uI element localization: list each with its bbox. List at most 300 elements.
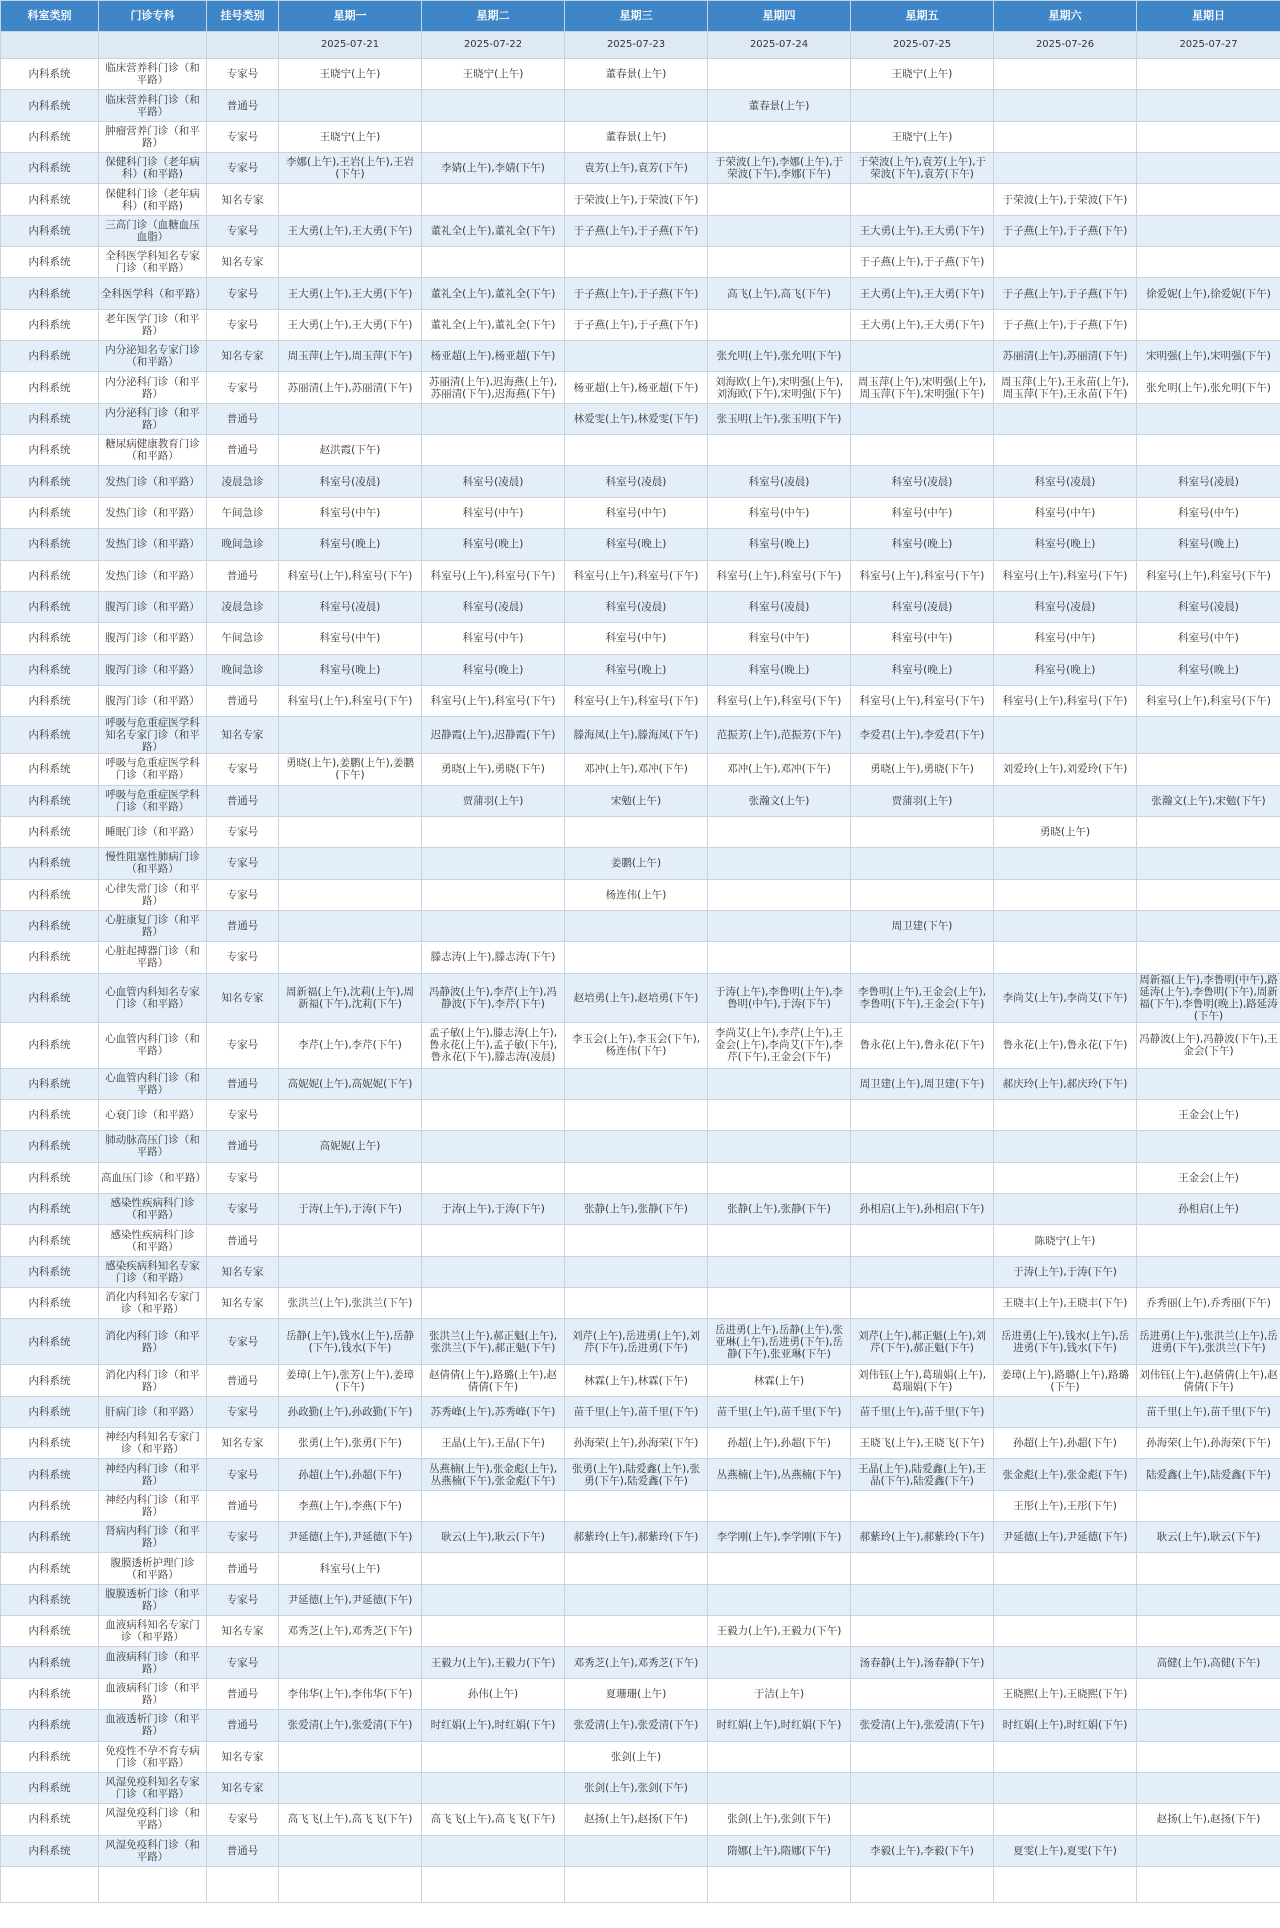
fri-slot: 王大勇(上午),王大勇(下午) [851, 215, 994, 246]
mon-slot [279, 1772, 422, 1803]
clinic-name: 肺动脉高压门诊（和平路） [99, 1131, 207, 1162]
wed-slot [565, 1616, 708, 1647]
tue-slot [422, 1099, 565, 1130]
tue-slot: 苏秀峰(上午),苏秀峰(下午) [422, 1396, 565, 1427]
sun-slot [1137, 90, 1280, 121]
sat-slot: 尹延德(上午),尹延德(下午) [994, 1522, 1137, 1553]
tue-slot: 迟静霞(上午),迟静霞(下午) [422, 717, 565, 754]
mon-slot: 李娜(上午),王岩(上午),王岩(下午) [279, 153, 422, 184]
schedule-body [1, 59, 1280, 1903]
sun-slot [1137, 1584, 1280, 1615]
tue-slot: 贾蒲羽(上午) [422, 785, 565, 816]
fri-slot [851, 848, 994, 879]
clinic-name: 神经内科门诊（和平路） [99, 1459, 207, 1490]
registration-type: 普通号 [207, 1365, 279, 1396]
registration-type: 专家号 [207, 816, 279, 847]
tue-slot [422, 1068, 565, 1099]
dept-category: 内科系统 [1, 278, 99, 309]
wed-slot: 李玉会(上午),李玉会(下午),杨连伟(下午) [565, 1022, 708, 1068]
wed-slot: 张勇(上午),陆爱鑫(上午),张勇(下午),陆爱鑫(下午) [565, 1459, 708, 1490]
clinic-name: 全科医学科（和平路） [99, 278, 207, 309]
mon-slot: 苏丽清(上午),苏丽清(下午) [279, 372, 422, 403]
clinic-name: 发热门诊（和平路） [99, 466, 207, 497]
dept-category: 内科系统 [1, 1319, 99, 1365]
sat-slot [994, 1647, 1137, 1678]
clinic-name: 呼吸与危重症医学科知名专家门诊（和平路） [99, 717, 207, 754]
wed-slot: 科室号(凌晨) [565, 591, 708, 622]
thu-slot: 科室号(凌晨) [708, 466, 851, 497]
wed-slot: 科室号(上午),科室号(下午) [565, 685, 708, 716]
mon-slot: 科室号(凌晨) [279, 591, 422, 622]
thu-slot: 李学刚(上午),李学刚(下午) [708, 1522, 851, 1553]
thu-slot: 范振芳(上午),范振芳(下午) [708, 717, 851, 754]
wed-slot [565, 1162, 708, 1193]
table-row [1, 591, 1280, 622]
sun-slot [1137, 848, 1280, 879]
wed-slot [565, 1099, 708, 1130]
mon-slot: 孙政勤(上午),孙政勤(下午) [279, 1396, 422, 1427]
clinic-name: 心脏起搏器门诊（和平路） [99, 942, 207, 973]
table-row [1, 278, 1280, 309]
thu-slot [708, 1162, 851, 1193]
registration-type: 普通号 [207, 1835, 279, 1866]
registration-type: 午间急诊 [207, 497, 279, 528]
wed-slot: 袁芳(上午),袁芳(下午) [565, 153, 708, 184]
tue-slot [422, 184, 565, 215]
wed-slot: 张剑(上午) [565, 1741, 708, 1772]
mon-slot: 科室号(上午),科室号(下午) [279, 560, 422, 591]
date-cell: 2025-07-22 [422, 32, 565, 59]
thu-slot [708, 1288, 851, 1319]
sun-slot: 王金会(上午) [1137, 1099, 1280, 1130]
dept-category: 内科系统 [1, 654, 99, 685]
registration-type: 午间急诊 [207, 623, 279, 654]
dept-category: 内科系统 [1, 717, 99, 754]
thu-slot: 董春景(上午) [708, 90, 851, 121]
sat-slot: 刘爱玲(上午),刘爱玲(下午) [994, 754, 1137, 785]
table-row [1, 910, 1280, 941]
clinic-name: 风湿免疫科知名专家门诊（和平路） [99, 1772, 207, 1803]
sat-slot: 科室号(晚上) [994, 529, 1137, 560]
dept-category: 内科系统 [1, 1584, 99, 1615]
tue-slot [422, 90, 565, 121]
date-cell-blank [207, 32, 279, 59]
tue-slot: 王毅力(上午),王毅力(下午) [422, 1647, 565, 1678]
sun-slot [1137, 1616, 1280, 1647]
fri-slot: 刘芹(上午),郝正魁(上午),刘芹(下午),郝正魁(下午) [851, 1319, 994, 1365]
fri-slot: 王晓飞(上午),王晓飞(下午) [851, 1428, 994, 1459]
column-header: 星期二 [422, 1, 565, 32]
fri-slot [851, 1288, 994, 1319]
column-header: 挂号类别 [207, 1, 279, 32]
fri-slot [851, 1162, 994, 1193]
sun-slot [1137, 215, 1280, 246]
clinic-name: 内分泌知名专家门诊（和平路） [99, 341, 207, 372]
registration-type: 专家号 [207, 1804, 279, 1835]
dept-category: 内科系统 [1, 754, 99, 785]
tue-slot: 杨亚超(上午),杨亚超(下午) [422, 341, 565, 372]
thu-slot: 张玉明(上午),张玉明(下午) [708, 403, 851, 434]
fri-slot [851, 1225, 994, 1256]
registration-type: 凌晨急诊 [207, 466, 279, 497]
sun-slot: 苗千里(上午),苗千里(下午) [1137, 1396, 1280, 1427]
dept-category: 内科系统 [1, 309, 99, 340]
tue-slot: 董礼全(上午),董礼全(下午) [422, 278, 565, 309]
wed-slot: 刘芹(上午),岳进勇(上午),刘芹(下午),岳进勇(下午) [565, 1319, 708, 1365]
wed-slot: 科室号(中午) [565, 497, 708, 528]
mon-slot: 王晓宁(上午) [279, 59, 422, 90]
table-row [1, 1835, 1280, 1866]
sun-slot: 孙海荣(上午),孙海荣(下午) [1137, 1428, 1280, 1459]
thu-slot: 丛燕楠(上午),丛燕楠(下午) [708, 1459, 851, 1490]
sat-slot: 鲁永花(上午),鲁永花(下午) [994, 1022, 1137, 1068]
table-row [1, 184, 1280, 215]
thu-slot [708, 1068, 851, 1099]
dept-category: 内科系统 [1, 591, 99, 622]
fri-slot [851, 816, 994, 847]
thu-slot [708, 910, 851, 941]
thu-slot [708, 942, 851, 973]
tue-slot [422, 1490, 565, 1521]
wed-slot: 杨亚超(上午),杨亚超(下午) [565, 372, 708, 403]
fri-slot: 王晓宁(上午) [851, 121, 994, 152]
sat-slot [994, 1741, 1137, 1772]
mon-slot: 张洪兰(上午),张洪兰(下午) [279, 1288, 422, 1319]
wed-slot: 林爱雯(上午),林爱雯(下午) [565, 403, 708, 434]
table-row [1, 529, 1280, 560]
sun-slot: 张允明(上午),张允明(下午) [1137, 372, 1280, 403]
sun-slot: 乔秀丽(上午),乔秀丽(下午) [1137, 1288, 1280, 1319]
sat-slot [994, 942, 1137, 973]
wed-slot: 科室号(中午) [565, 623, 708, 654]
fri-slot [851, 1616, 994, 1647]
wed-slot: 张剑(上午),张剑(下午) [565, 1772, 708, 1803]
clinic-name: 三高门诊（血糖血压血脂） [99, 215, 207, 246]
registration-type: 专家号 [207, 1194, 279, 1225]
registration-type: 专家号 [207, 1162, 279, 1193]
wed-slot [565, 1490, 708, 1521]
fri-slot: 于荣波(上午),袁芳(上午),于荣波(下午),袁芳(下午) [851, 153, 994, 184]
clinic-name: 风湿免疫科门诊（和平路） [99, 1804, 207, 1835]
fri-slot: 李爱君(上午),李爱君(下午) [851, 717, 994, 754]
sat-slot: 时红娟(上午),时红娟(下午) [994, 1710, 1137, 1741]
column-header: 星期六 [994, 1, 1137, 32]
dept-category: 内科系统 [1, 1256, 99, 1287]
sat-slot [994, 435, 1137, 466]
sun-slot: 高健(上午),高健(下午) [1137, 1647, 1280, 1678]
tue-slot: 孙伟(上午) [422, 1678, 565, 1709]
dept-category: 内科系统 [1, 497, 99, 528]
thu-slot: 张瀚文(上午) [708, 785, 851, 816]
thu-slot: 苗千里(上午),苗千里(下午) [708, 1396, 851, 1427]
fri-slot [851, 1256, 994, 1287]
dept-category: 内科系统 [1, 1553, 99, 1584]
table-row [1, 717, 1280, 754]
registration-type: 晚间急诊 [207, 529, 279, 560]
dept-category: 内科系统 [1, 1490, 99, 1521]
tue-slot: 丛燕楠(上午),张金彪(上午),丛燕楠(下午),张金彪(下午) [422, 1459, 565, 1490]
wed-slot: 郝紫玲(上午),郝紫玲(下午) [565, 1522, 708, 1553]
sat-slot: 科室号(上午),科室号(下午) [994, 560, 1137, 591]
dept-category: 内科系统 [1, 785, 99, 816]
wed-slot: 于荣波(上午),于荣波(下午) [565, 184, 708, 215]
clinic-name: 风湿免疫科门诊（和平路） [99, 1835, 207, 1866]
tue-slot: 于涛(上午),于涛(下午) [422, 1194, 565, 1225]
sat-slot: 王晓丰(上午),王晓丰(下午) [994, 1288, 1137, 1319]
sat-slot: 科室号(凌晨) [994, 591, 1137, 622]
fri-slot [851, 90, 994, 121]
dept-category: 内科系统 [1, 910, 99, 941]
table-row [1, 1772, 1280, 1803]
dept-category: 内科系统 [1, 1459, 99, 1490]
thu-slot: 于涛(上午),李鲁明(上午),李鲁明(中午),于涛(下午) [708, 973, 851, 1022]
tue-slot [422, 247, 565, 278]
dept-category: 内科系统 [1, 153, 99, 184]
sat-slot: 于涛(上午),于涛(下午) [994, 1256, 1137, 1287]
wed-slot: 赵扬(上午),赵扬(下午) [565, 1804, 708, 1835]
clinic-name: 腹泻门诊（和平路） [99, 591, 207, 622]
thu-slot: 科室号(晚上) [708, 654, 851, 685]
sun-slot [1137, 910, 1280, 941]
tue-slot: 勇晓(上午),勇晓(下午) [422, 754, 565, 785]
sun-slot: 科室号(凌晨) [1137, 466, 1280, 497]
sat-slot [994, 717, 1137, 754]
table-row [1, 1396, 1280, 1427]
tue-slot [422, 879, 565, 910]
sat-slot [994, 1804, 1137, 1835]
fri-slot: 科室号(上午),科室号(下午) [851, 560, 994, 591]
tue-slot: 赵倩倩(上午),路璐(上午),赵倩倩(下午) [422, 1365, 565, 1396]
fri-slot [851, 879, 994, 910]
sat-slot [994, 1772, 1137, 1803]
wed-slot: 姜鹏(上午) [565, 848, 708, 879]
wed-slot [565, 1553, 708, 1584]
fri-slot: 苗千里(上午),苗千里(下午) [851, 1396, 994, 1427]
wed-slot: 于子燕(上午),于子燕(下午) [565, 278, 708, 309]
sat-slot [994, 59, 1137, 90]
table-row [1, 1678, 1280, 1709]
mon-slot: 周玉萍(上午),周玉萍(下午) [279, 341, 422, 372]
registration-type: 知名专家 [207, 717, 279, 754]
tue-slot: 王晓宁(上午) [422, 59, 565, 90]
table-row [1, 754, 1280, 785]
clinic-name: 免疫性不孕不育专病门诊（和平路） [99, 1741, 207, 1772]
table-row [1, 654, 1280, 685]
tue-slot [422, 1835, 565, 1866]
dept-category: 内科系统 [1, 1428, 99, 1459]
thu-slot [708, 121, 851, 152]
sun-slot: 赵扬(上午),赵扬(下午) [1137, 1804, 1280, 1835]
mon-slot: 赵洪霞(下午) [279, 435, 422, 466]
dept-category: 内科系统 [1, 1522, 99, 1553]
sun-slot [1137, 1710, 1280, 1741]
sat-slot [994, 153, 1137, 184]
dept-category: 内科系统 [1, 90, 99, 121]
sat-slot: 苏丽清(上午),苏丽清(下午) [994, 341, 1137, 372]
fri-slot [851, 1099, 994, 1130]
tue-slot [422, 816, 565, 847]
fri-slot: 科室号(中午) [851, 623, 994, 654]
dept-category: 内科系统 [1, 1772, 99, 1803]
dept-category: 内科系统 [1, 1068, 99, 1099]
wed-slot: 科室号(晚上) [565, 654, 708, 685]
date-row [1, 32, 1280, 59]
registration-type: 知名专家 [207, 1741, 279, 1772]
table-row [1, 560, 1280, 591]
tue-slot: 高飞飞(上午),高飞飞(下午) [422, 1804, 565, 1835]
mon-slot: 高妮妮(上午) [279, 1131, 422, 1162]
clinic-name: 发热门诊（和平路） [99, 560, 207, 591]
sun-slot: 周新福(上午),李鲁明(中午),路延涛(上午),李鲁明(下午),周新福(下午),李鲁明(晚上),路延涛(下午) [1137, 973, 1280, 1022]
table-row [1, 341, 1280, 372]
table-row [1, 1522, 1280, 1553]
fri-slot: 孙相启(上午),孙相启(下午) [851, 1194, 994, 1225]
table-row [1, 1647, 1280, 1678]
sat-slot: 郝庆玲(上午),郝庆玲(下午) [994, 1068, 1137, 1099]
clinic-name: 糖尿病健康教育门诊（和平路） [99, 435, 207, 466]
tue-slot: 耿云(上午),耿云(下午) [422, 1522, 565, 1553]
clinic-name: 神经内科知名专家门诊（和平路） [99, 1428, 207, 1459]
clinic-name: 呼吸与危重症医学科门诊（和平路） [99, 754, 207, 785]
sun-slot: 张瀚文(上午),宋勉(下午) [1137, 785, 1280, 816]
fri-slot: 科室号(晚上) [851, 654, 994, 685]
tue-slot [422, 1616, 565, 1647]
table-row [1, 215, 1280, 246]
sat-slot: 科室号(中午) [994, 497, 1137, 528]
sat-slot [994, 785, 1137, 816]
sat-slot: 于子燕(上午),于子燕(下午) [994, 215, 1137, 246]
table-row [1, 1428, 1280, 1459]
mon-slot: 于涛(上午),于涛(下午) [279, 1194, 422, 1225]
sun-slot [1137, 816, 1280, 847]
thu-slot: 岳进勇(上午),岳静(上午),张亚琳(上午),岳进勇(下午),岳静(下午),张亚琳(下午) [708, 1319, 851, 1365]
mon-slot: 李芹(上午),李芹(下午) [279, 1022, 422, 1068]
mon-slot [279, 1099, 422, 1130]
mon-slot [279, 1162, 422, 1193]
fri-slot: 贾蒲羽(上午) [851, 785, 994, 816]
fri-slot [851, 1490, 994, 1521]
sat-slot [994, 1553, 1137, 1584]
sun-slot [1137, 309, 1280, 340]
wed-slot: 张爱清(上午),张爱清(下午) [565, 1710, 708, 1741]
mon-slot [279, 403, 422, 434]
mon-slot [279, 848, 422, 879]
thu-slot [708, 435, 851, 466]
wed-slot [565, 1068, 708, 1099]
wed-slot [565, 1288, 708, 1319]
blank-cell [207, 1866, 279, 1902]
table-row [1, 466, 1280, 497]
clinic-name: 睡眠门诊（和平路） [99, 816, 207, 847]
clinic-name: 内分泌科门诊（和平路） [99, 372, 207, 403]
mon-slot [279, 247, 422, 278]
blank-cell [1137, 1866, 1280, 1902]
tue-slot: 科室号(上午),科室号(下午) [422, 560, 565, 591]
sun-slot: 徐爱妮(上午),徐爱妮(下午) [1137, 278, 1280, 309]
mon-slot: 尹延德(上午),尹延德(下午) [279, 1522, 422, 1553]
mon-slot: 张勇(上午),张勇(下午) [279, 1428, 422, 1459]
table-row [1, 1225, 1280, 1256]
mon-slot: 勇晓(上午),姜鹏(上午),姜鹏(下午) [279, 754, 422, 785]
clinic-name: 血液病科门诊（和平路） [99, 1647, 207, 1678]
sun-slot: 陆爱鑫(上午),陆爱鑫(下午) [1137, 1459, 1280, 1490]
clinic-name: 心律失常门诊（和平路） [99, 879, 207, 910]
sun-slot [1137, 1772, 1280, 1803]
dept-category: 内科系统 [1, 1225, 99, 1256]
registration-type: 知名专家 [207, 1256, 279, 1287]
sun-slot [1137, 1741, 1280, 1772]
tue-slot [422, 1584, 565, 1615]
fri-slot: 王晓宁(上午) [851, 59, 994, 90]
tue-slot: 孟子敏(上午),滕志涛(上午),鲁永花(上午),孟子敏(下午),鲁永花(下午),滕志涛(凌晨) [422, 1022, 565, 1068]
sun-slot [1137, 1225, 1280, 1256]
table-row [1, 153, 1280, 184]
wed-slot [565, 1835, 708, 1866]
sat-slot: 王彤(上午),王彤(下午) [994, 1490, 1137, 1521]
sat-slot [994, 848, 1137, 879]
table-row [1, 90, 1280, 121]
tue-slot: 时红娟(上午),时红娟(下午) [422, 1710, 565, 1741]
sat-slot: 于子燕(上午),于子燕(下午) [994, 309, 1137, 340]
registration-type: 知名专家 [207, 1616, 279, 1647]
fri-slot [851, 184, 994, 215]
fri-slot: 周卫建(上午),周卫建(下午) [851, 1068, 994, 1099]
dept-category: 内科系统 [1, 59, 99, 90]
sat-slot [994, 1162, 1137, 1193]
thu-slot: 于荣波(上午),李娜(上午),于荣波(下午),李娜(下午) [708, 153, 851, 184]
blank-cell [851, 1866, 994, 1902]
sat-slot: 夏雯(上午),夏雯(下午) [994, 1835, 1137, 1866]
sat-slot: 于子燕(上午),于子燕(下午) [994, 278, 1137, 309]
sun-slot: 科室号(上午),科室号(下午) [1137, 685, 1280, 716]
clinic-name: 肾病内科门诊（和平路） [99, 1522, 207, 1553]
mon-slot [279, 910, 422, 941]
mon-slot [279, 1741, 422, 1772]
sat-slot [994, 1616, 1137, 1647]
sat-slot: 陈晓宁(上午) [994, 1225, 1137, 1256]
clinic-name: 保健科门诊（老年病科）(和平路) [99, 153, 207, 184]
thu-slot: 时红娟(上午),时红娟(下午) [708, 1710, 851, 1741]
thu-slot [708, 1584, 851, 1615]
registration-type: 专家号 [207, 1459, 279, 1490]
fri-slot [851, 1584, 994, 1615]
registration-type: 专家号 [207, 1099, 279, 1130]
registration-type: 专家号 [207, 309, 279, 340]
wed-slot: 林霖(上午),林霖(下午) [565, 1365, 708, 1396]
fri-slot [851, 341, 994, 372]
table-row [1, 121, 1280, 152]
mon-slot: 孙超(上午),孙超(下午) [279, 1459, 422, 1490]
wed-slot: 于子燕(上午),于子燕(下午) [565, 215, 708, 246]
sat-slot [994, 1396, 1137, 1427]
table-row [1, 309, 1280, 340]
table-row [1, 435, 1280, 466]
date-cell-blank [99, 32, 207, 59]
date-cell: 2025-07-26 [994, 32, 1137, 59]
thu-slot [708, 816, 851, 847]
registration-type: 专家号 [207, 1584, 279, 1615]
mon-slot [279, 785, 422, 816]
thu-slot [708, 1772, 851, 1803]
thu-slot: 李尚艾(上午),李芹(上午),王金会(上午),李尚艾(下午),李芹(下午),王金会(下午) [708, 1022, 851, 1068]
sat-slot [994, 1194, 1137, 1225]
fri-slot: 科室号(上午),科室号(下午) [851, 685, 994, 716]
mon-slot [279, 1835, 422, 1866]
dept-category: 内科系统 [1, 435, 99, 466]
sun-slot [1137, 184, 1280, 215]
sat-slot [994, 121, 1137, 152]
fri-slot: 周卫建(下午) [851, 910, 994, 941]
